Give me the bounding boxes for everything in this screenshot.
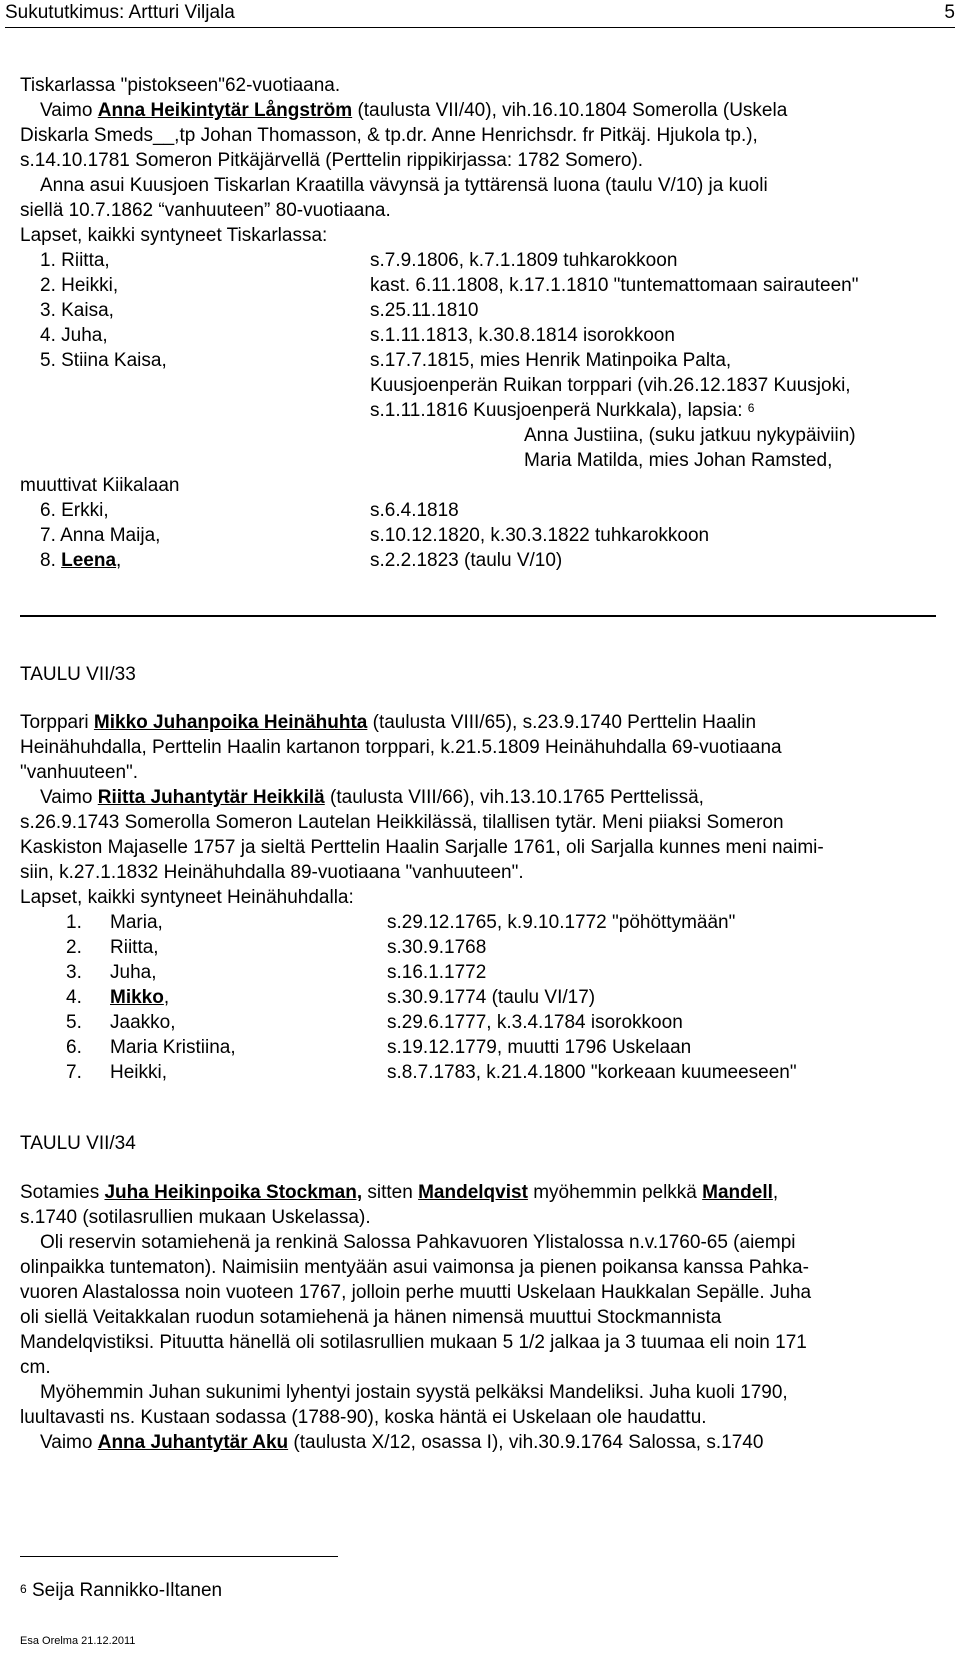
text-line: s.26.9.1743 Somerolla Someron Lautelan Heikkilässä, tilallisen tytär. Meni piiaksi Someron bbox=[20, 812, 784, 833]
text-line: "vanhuuteen". bbox=[20, 762, 139, 783]
text-line: Diskarla Smeds__,tp Johan Thomasson, & tp.dr. Anne Henrichsdr. fr Pitkäj. Hjukola tp.), bbox=[20, 125, 758, 146]
text-line: Anna asui Kuusjoen Tiskarlan Kraatilla vävynsä ja tyttärensä luona (taulu V/10) ja kuoli bbox=[40, 175, 768, 196]
child-name: Juha, bbox=[110, 962, 157, 983]
text-line: s.14.10.1781 Someron Pitkäjärvellä (Perttelin rippikirjassa: 1782 Somero). bbox=[20, 150, 644, 171]
text-line: siellä 10.7.1862 “vanhuuteen” 80-vuotiaana. bbox=[20, 200, 391, 221]
person-name: Mandelqvist bbox=[418, 1182, 528, 1203]
child-info: s.25.11.1810 bbox=[370, 300, 479, 321]
grandchild-line: Anna Justiina, (suku jatkuu nykypäiviin) bbox=[524, 425, 856, 446]
text-line: Myöhemmin Juhan sukunimi lyhentyi jostain syystä pelkäksi Mandeliksi. Juha kuoli 1790, bbox=[40, 1382, 788, 1403]
person-name: Anna Juhantytär Aku bbox=[97, 1432, 289, 1453]
section-heading: TAULU VII/33 bbox=[20, 664, 136, 685]
child-name: 3. Kaisa, bbox=[40, 300, 114, 321]
text-line: Tiskarlassa "pistokseen"62-vuotiaana. bbox=[20, 75, 341, 96]
child-name: Jaakko, bbox=[110, 1012, 176, 1033]
child-info: s.16.1.1772 bbox=[387, 962, 487, 983]
child-number: 3. bbox=[66, 962, 82, 983]
text-line: luultavasti ns. Kustaan sodassa (1788-90), koska häntä ei Uskelaan ole haudattu. bbox=[20, 1407, 707, 1428]
child-info: s.30.9.1774 (taulu VI/17) bbox=[387, 987, 596, 1008]
child-number: 2. bbox=[66, 937, 82, 958]
person-name: Anna Heikintytär Långström bbox=[97, 100, 353, 121]
child-name: Maria Kristiina, bbox=[110, 1037, 236, 1058]
child-info: s.8.7.1783, k.21.4.1800 "korkeaan kuumeeseen" bbox=[387, 1062, 797, 1083]
text-line: cm. bbox=[20, 1357, 51, 1378]
text-line: Oli reservin sotamiehenä ja renkinä Salossa Pahkavuoren Ylistalossa n.v.1760-65 (aiempi bbox=[40, 1232, 796, 1253]
child-name: 4. Juha, bbox=[40, 325, 108, 346]
text-line: olinpaikka tuntematon). Naimisiin mentyään asui vaimonsa ja pienen poikansa kanssa Pahka- bbox=[20, 1257, 809, 1278]
child-name: Maria, bbox=[110, 912, 163, 933]
text-line: Mandelqvistiksi. Pituutta hänellä oli sotilasrullien mukaan 5 1/2 jalkaa ja 3 tuumaa eli noin 171 bbox=[20, 1332, 807, 1353]
child-info: s.29.12.1765, k.9.10.1772 "pöhöttymään" bbox=[387, 912, 736, 933]
footnote-number: 6 bbox=[20, 1582, 27, 1596]
child-number: 1. bbox=[66, 912, 82, 933]
child-name: 6. Erkki, bbox=[40, 500, 109, 521]
child-name: 8. Leena, bbox=[40, 550, 122, 571]
grandchild-line: Maria Matilda, mies Johan Ramsted, bbox=[524, 450, 833, 471]
footnote-divider bbox=[20, 1556, 338, 1557]
child-name: Heikki, bbox=[110, 1062, 168, 1083]
child-number: 7. bbox=[66, 1062, 82, 1083]
child-info: s.6.4.1818 bbox=[370, 500, 459, 521]
page-footer: Esa Orelma 21.12.2011 bbox=[20, 1635, 136, 1647]
child-number: 5. bbox=[66, 1012, 82, 1033]
person-name: Leena bbox=[61, 550, 117, 571]
footnote-ref: 6 bbox=[747, 401, 755, 415]
child-info: s.30.9.1768 bbox=[387, 937, 487, 958]
section-heading: TAULU VII/34 bbox=[20, 1133, 136, 1154]
child-name: 2. Heikki, bbox=[40, 275, 119, 296]
child-number: 4. bbox=[66, 987, 82, 1008]
child-info: s.2.2.1823 (taulu V/10) bbox=[370, 550, 563, 571]
child-info: s.17.7.1815, mies Henrik Matinpoika Palta, bbox=[370, 350, 732, 371]
child-info: s.7.9.1806, k.7.1.1809 tuhkarokkoon bbox=[370, 250, 678, 271]
person-name: Riitta Juhantytär Heikkilä bbox=[97, 787, 325, 808]
child-info: kast. 6.11.1808, k.17.1.1810 "tuntemattomaan sairauteen" bbox=[370, 275, 859, 296]
text-line: Heinähuhdalla, Perttelin Haalin kartanon torppari, k.21.5.1809 Heinähuhdalla 69-vuotiaana bbox=[20, 737, 782, 758]
page-number: 5 bbox=[944, 2, 955, 23]
child-info: s.10.12.1820, k.30.3.1822 tuhkarokkoon bbox=[370, 525, 710, 546]
child-name: Mikko, bbox=[110, 987, 170, 1008]
header-title: Sukututkimus: Artturi Viljala bbox=[5, 2, 235, 23]
text-line: Sotamies Juha Heikinpoika Stockman, sitten Mandelqvist myöhemmin pelkkä Mandell, bbox=[20, 1182, 779, 1203]
person-name: Mikko bbox=[110, 987, 164, 1008]
text-line: Lapset, kaikki syntyneet Heinähuhdalla: bbox=[20, 887, 354, 908]
text-line: s.1740 (sotilasrullien mukaan Uskelassa). bbox=[20, 1207, 371, 1228]
text-line: Torppari Mikko Juhanpoika Heinähuhta (taulusta VIII/65), s.23.9.1740 Perttelin Haalin bbox=[20, 712, 757, 733]
text-line: muuttivat Kiikalaan bbox=[20, 475, 180, 496]
person-name: Mandell bbox=[702, 1182, 773, 1203]
text-line: oli siellä Veitakkalan ruodun sotamiehenä ja hänen nimensä muuttui Stockmannista bbox=[20, 1307, 722, 1328]
child-info: s.1.11.1816 Kuusjoenperä Nurkkala), lapsia: $^6$ bbox=[370, 400, 755, 421]
page-header bbox=[5, 0, 955, 28]
child-name: Riitta, bbox=[110, 937, 159, 958]
text-line: Vaimo Anna Heikintytär Långström (taulusta VII/40), vih.16.10.1804 Somerolla (Uskela bbox=[40, 100, 788, 121]
child-name: 7. Anna Maija, bbox=[40, 525, 161, 546]
child-name: 1. Riitta, bbox=[40, 250, 110, 271]
child-number: 6. bbox=[66, 1037, 82, 1058]
child-info: s.29.6.1777, k.3.4.1784 isorokkoon bbox=[387, 1012, 683, 1033]
text-line: vuoren Alastalossa noin vuoteen 1767, jolloin perhe muutti Uskelaan Haukkalan Sepälle. Juha bbox=[20, 1282, 812, 1303]
text-line: Vaimo Anna Juhantytär Aku (taulusta X/12, osassa I), vih.30.9.1764 Salossa, s.1740 bbox=[40, 1432, 764, 1453]
child-info: s.19.12.1779, muutti 1796 Uskelaan bbox=[387, 1037, 692, 1058]
text-line: Vaimo Riitta Juhantytär Heikkilä (taulusta VIII/66), vih.13.10.1765 Perttelissä, bbox=[40, 787, 704, 808]
person-name: Mikko Juhanpoika Heinähuhta bbox=[93, 712, 368, 733]
footnote: $^6$ Seija Rannikko-Iltanen bbox=[20, 1580, 223, 1601]
text-line: Lapset, kaikki syntyneet Tiskarlassa: bbox=[20, 225, 328, 246]
child-name: 5. Stiina Kaisa, bbox=[40, 350, 167, 371]
text-line: Kaskiston Majaselle 1757 ja sieltä Perttelin Haalin Sarjalle 1761, oli Sarjalla kunnes meni naimi- bbox=[20, 837, 824, 858]
section-divider bbox=[20, 615, 936, 617]
person-name: Juha Heikinpoika Stockman, bbox=[104, 1182, 363, 1203]
child-info: Kuusjoenperän Ruikan torppari (vih.26.12.1837 Kuusjoki, bbox=[370, 375, 851, 396]
text-line: siin, k.27.1.1832 Heinähuhdalla 89-vuotiaana "vanhuuteen". bbox=[20, 862, 524, 883]
child-info: s.1.11.1813, k.30.8.1814 isorokkoon bbox=[370, 325, 675, 346]
